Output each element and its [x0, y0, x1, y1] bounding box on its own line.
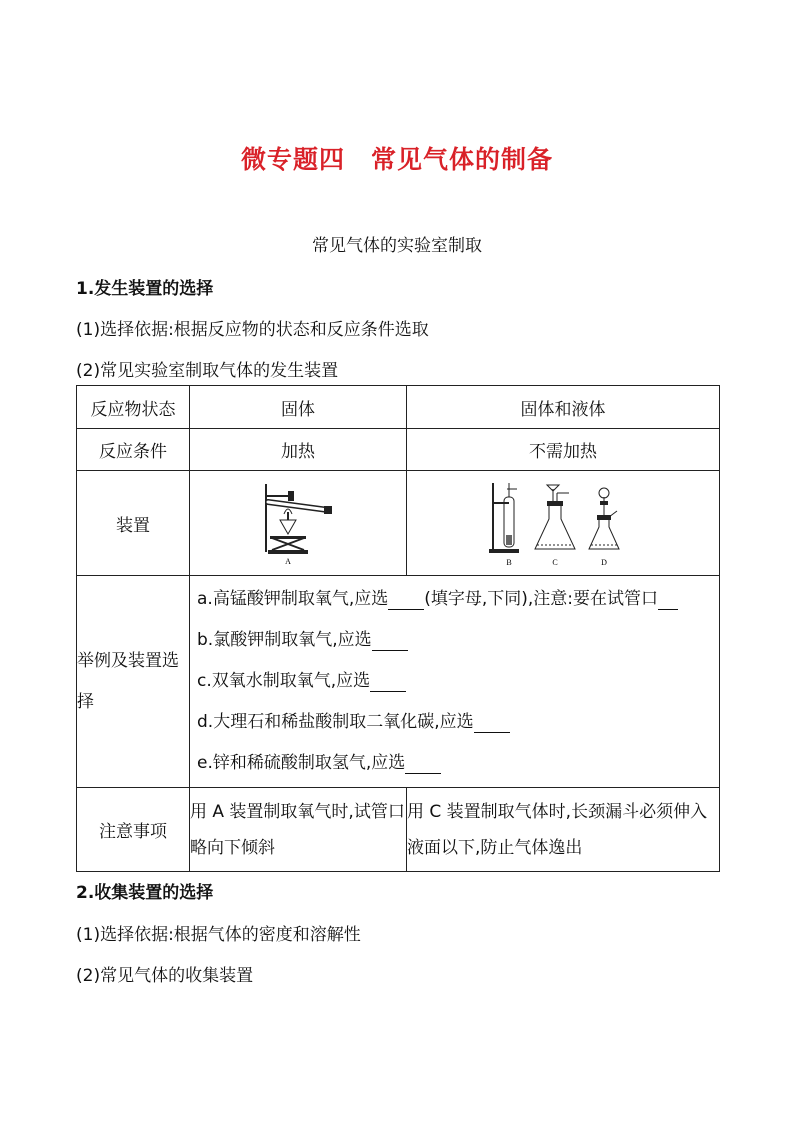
section2-devices-intro: (2)常见气体的收集装置: [76, 966, 254, 986]
page-title: 微专题四 常见气体的制备: [240, 145, 553, 174]
condition-label: 反应条件: [77, 429, 190, 471]
reactant-state-solid-liquid: 固体和液体: [407, 386, 720, 429]
subtitle: 常见气体的实验室制取: [312, 236, 482, 256]
answer-blank-e[interactable]: [405, 753, 441, 774]
answer-blank-a-note[interactable]: [658, 589, 678, 610]
generation-device-table: [76, 385, 720, 872]
answer-blank-c[interactable]: [370, 671, 406, 692]
note-device-a: 用 A 装置制取氧气时,试管口略向下倾斜: [190, 788, 407, 872]
section1-basis: (1)选择依据:根据反应物的状态和反应条件选取: [76, 320, 429, 340]
example-selection-cell: [190, 576, 720, 788]
apparatus-a-letter: A: [285, 556, 291, 566]
condition-no-heating: 不需加热: [407, 429, 720, 471]
example-c: c.双氧水制取氧气,应选: [190, 661, 719, 702]
note-device-c: 用 C 装置制取气体时,长颈漏斗必须伸入液面以下,防止气体逸出: [407, 788, 720, 872]
notes-label: 注意事项: [77, 788, 190, 872]
apparatus-a-cell: [190, 471, 407, 576]
apparatus-a-heating-tube: [248, 476, 348, 566]
example-e: e.锌和稀硫酸制取氢气,应选: [190, 743, 719, 784]
answer-blank-d[interactable]: [474, 712, 510, 733]
reactant-state-label: 反应物状态: [77, 386, 190, 429]
example-a: a.高锰酸钾制取氧气,应选 (填字母,下同),注意:要在试管口: [190, 579, 719, 620]
reactant-state-solid: 固体: [190, 386, 407, 429]
condition-heating: 加热: [190, 429, 407, 471]
answer-blank-a[interactable]: [388, 589, 424, 610]
section1-heading: 1.发生装置的选择: [76, 279, 214, 299]
apparatus-label: 装置: [77, 471, 190, 576]
apparatus-c-letter: C: [552, 557, 558, 567]
section1-devices-intro: (2)常见实验室制取气体的发生装置: [76, 361, 339, 381]
example-b: b.氯酸钾制取氧气,应选: [190, 620, 719, 661]
answer-blank-b[interactable]: [372, 630, 408, 651]
section2-heading: 2.收集装置的选择: [76, 883, 214, 903]
apparatus-b-letter: B: [506, 557, 512, 567]
section2-basis: (1)选择依据:根据气体的密度和溶解性: [76, 925, 361, 945]
apparatus-d-letter: D: [601, 557, 607, 567]
apparatus-bcd-no-heating: [483, 475, 643, 567]
example-d: d.大理石和稀盐酸制取二氧化碳,应选: [190, 702, 719, 743]
apparatus-bcd-cell: [407, 471, 720, 576]
example-selection-label: 举例及装置选择: [77, 576, 190, 788]
